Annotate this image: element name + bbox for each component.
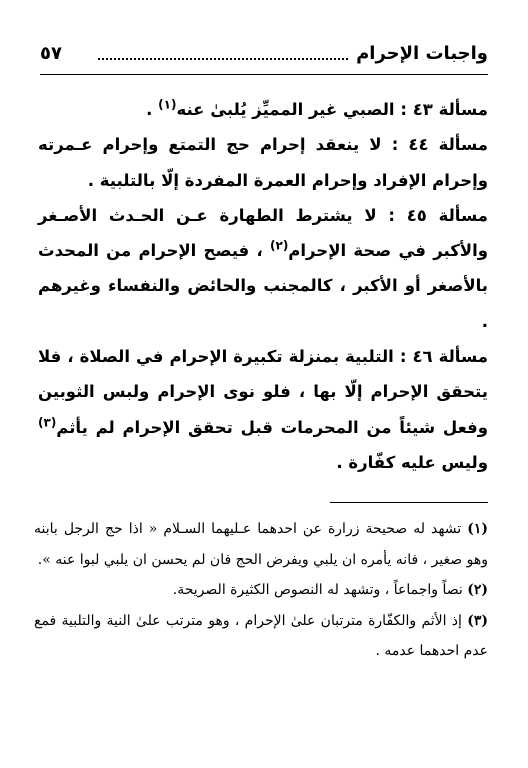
footnote-text: نصاً واجماعاً ، وتشهد له النصوص الكثيرة الصريحة. <box>172 582 463 599</box>
masala-separator: : <box>388 205 395 225</box>
masala-separator: : <box>400 100 407 119</box>
masala-number: ٤٤ <box>408 135 429 155</box>
masala-label: مسألة <box>438 135 489 155</box>
footnote-text: تشهد له صحيحة زرارة عن احدهما عـليهما السـلام « اذا حج الرجل بابنه وهو صغير ، فانه يأمره ان يلبي ويفرض الحج فان لم يحسن ان يلبي لبوا عنه ». <box>34 521 488 568</box>
masala-text: الصبي غير المميِّز يُلبىٰ عنه <box>176 100 395 119</box>
masala-text: لا يشترط الطهارة عـن الحـدث الأصـغر والأكبر في صحة الإحرام <box>38 205 488 261</box>
masala-text: التلبية بمنزلة تكبيرة الإحرام في الصلاة ، فلا يتحقق الإحرام إلّا بها ، فلو نوى الإحرام ولبس الثوبين وفعل شيئاً من المحرمات قبل تحقق الإحرام لم يأثم <box>38 347 488 437</box>
masala-46 <box>38 339 488 480</box>
masala-separator: : <box>399 347 407 367</box>
masala-number: ٤٣ <box>412 100 433 119</box>
masala-43 <box>38 92 488 127</box>
footnote-2 <box>34 575 488 606</box>
masala-text: لا ينعقد إحرام حج التمتع وإحرام عـمرته وإحرام الإفراد وإحرام العمرة المفردة إلّا بالتلبية . <box>38 135 488 190</box>
footnote-number: (٣) <box>467 612 488 629</box>
masala-44 <box>38 127 488 198</box>
masala-label: مسألة <box>438 347 488 367</box>
page-header <box>40 40 488 70</box>
footnote-text: إذ الأثم والكفّارة مترتبان علىٰ الإحرام ، وهو مترتب علىٰ النية والتلبية فمع عدم احدهما عدمه . <box>34 612 488 660</box>
chapter-title: واجبات الإحرام <box>356 43 488 64</box>
footnote-3 <box>34 606 488 667</box>
footnotes <box>34 514 488 667</box>
masala-text-continued: ، فيصح الإحرام من المحدث بالأصغر أو الأكبر ، كالمجنب والحائض والنفساء وغيرهم . <box>38 241 488 331</box>
main-text <box>38 92 488 480</box>
masala-number: ٤٦ <box>412 347 433 367</box>
footnote-ref-3[interactable]: (٣) <box>38 415 57 430</box>
footnote-number: (٢) <box>467 582 488 599</box>
masala-label: مسألة <box>438 100 488 119</box>
footnote-separator <box>330 502 488 503</box>
masala-label: مسألة <box>438 205 489 225</box>
footnote-number: (١) <box>467 521 489 537</box>
masala-separator: : <box>391 135 399 155</box>
footnote-1 <box>34 514 488 575</box>
page-number: ٥٧ <box>40 43 62 64</box>
footnote-ref-1[interactable]: (١) <box>158 97 177 112</box>
masala-45 <box>38 198 488 339</box>
header-rule <box>40 74 488 75</box>
masala-number: ٤٥ <box>406 205 427 225</box>
footnote-ref-2[interactable]: (٢) <box>270 238 289 253</box>
header-dot-leader <box>98 58 348 60</box>
masala-tail: . <box>146 100 159 119</box>
masala-text-continued: وليس عليه كفّارة . <box>336 452 488 472</box>
